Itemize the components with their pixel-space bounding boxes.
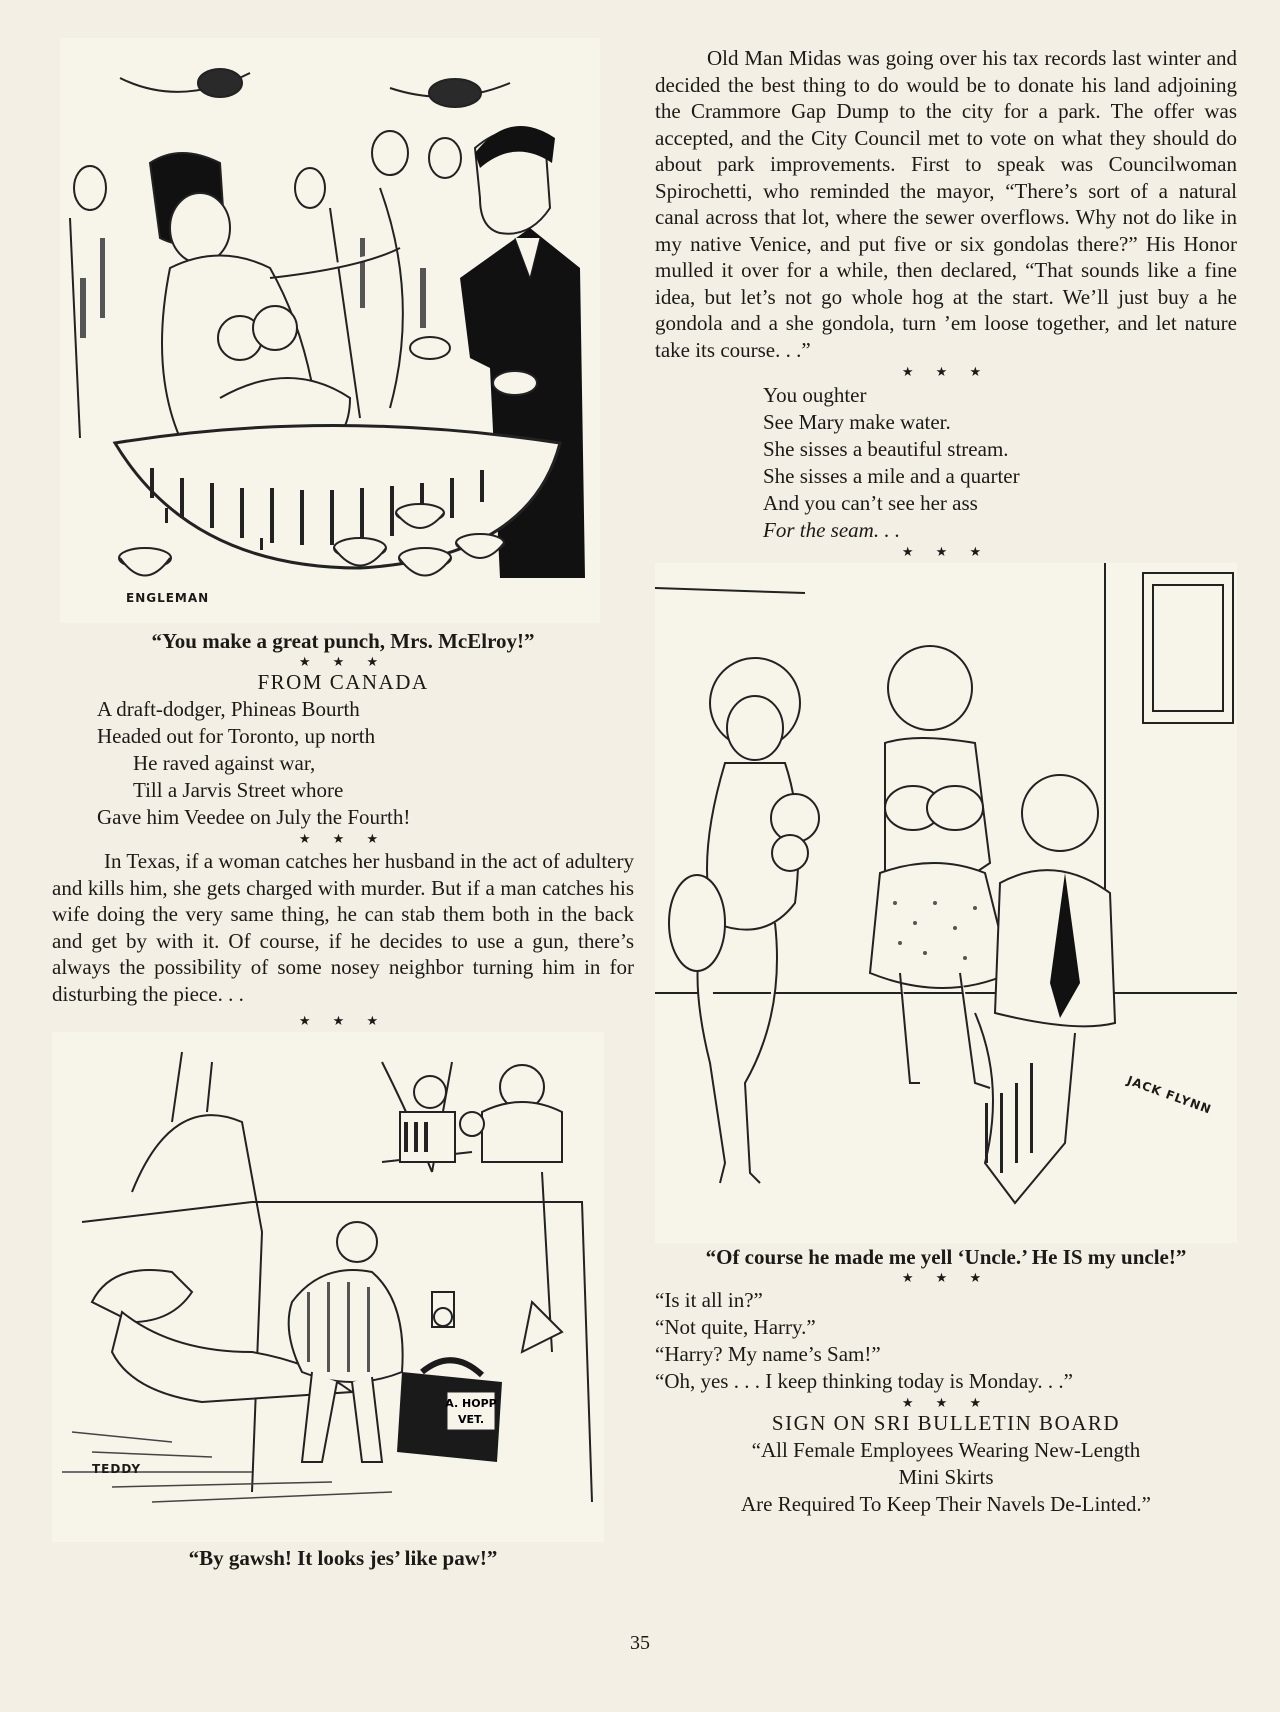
limerick-line: Till a Jarvis Street whore — [133, 778, 344, 803]
sign-text — [655, 1437, 1237, 1518]
limerick-line: He raved against war, — [133, 751, 316, 776]
canada-heading: FROM CANADA — [257, 670, 429, 695]
bag-label-line2: VET. — [457, 1413, 485, 1427]
dialog-line: “Not quite, Harry.” — [655, 1315, 816, 1340]
section-divider: ★ ★ ★ — [901, 1396, 991, 1412]
limerick-line: Gave him Veedee on July the Fourth! — [97, 805, 411, 830]
section-divider: ★ ★ ★ — [901, 1271, 991, 1287]
uncle-cartoon-caption: “Of course he made me yell ‘Uncle.’ He IS my uncle!” — [705, 1245, 1187, 1269]
section-divider: ★ ★ ★ — [901, 365, 991, 380]
right-column — [655, 45, 1237, 1518]
cartoonist-signature: TEDDY — [92, 1462, 142, 1477]
dialog-line: “Oh, yes . . . I keep thinking today is Monday. . .” — [655, 1369, 1073, 1394]
sign-line: Are Required To Keep Their Navels De-Linted.” — [740, 1492, 1152, 1517]
uncle-illustration — [655, 563, 1237, 1243]
dialog-line: “Harry? My name’s Sam!” — [655, 1342, 881, 1367]
left-column — [52, 38, 634, 1571]
punch-bowl-cartoon — [60, 38, 600, 623]
section-divider: ★ ★ ★ — [298, 655, 388, 671]
vet-cartoon — [52, 1032, 604, 1542]
dialog-line: “Is it all in?” — [655, 1288, 763, 1313]
poem-line: She sisses a beautiful stream. — [763, 437, 1009, 461]
midas-joke: Old Man Midas was going over his tax records last winter and decided the best thing to do would be to donate his land adjoining the Crammore Gap Dump to the city for a park. The offer was accepted, and the City Council met to vote on what they should do about park improvements. First to speak was Councilwoman Spirochetti, who reminded the mayor, “There’s sort of a natural canal across that lot, where the sewer overflows. Why not do like in my native Venice, and put five or six gondolas there?” His Honor mulled it over for a while, then declared, “That sounds like a fine idea, but let’s not go whole hog at the start. We’ll just buy a he gondola and a she gondola, turn ’em loose together, and let nature take its course. . .” — [655, 46, 1237, 362]
poem-line: And you can’t see her ass — [763, 491, 978, 515]
punch-bowl-illustration — [60, 38, 600, 623]
sign-line: “All Female Employees Wearing New-Length — [751, 1438, 1141, 1463]
uncle-cartoon — [655, 563, 1237, 1243]
vet-cartoon-caption: “By gawsh! It looks jes’ like paw!” — [188, 1546, 498, 1571]
section-divider: ★ ★ ★ — [298, 1014, 388, 1030]
poem-line: See Mary make water. — [763, 410, 951, 434]
sign-line: Mini Skirts — [898, 1465, 994, 1490]
poem-line: She sisses a mile and a quarter — [763, 464, 1020, 488]
poem-line: You oughter — [763, 383, 867, 407]
punch-cartoon-caption: “You make a great punch, Mrs. McElroy!” — [151, 629, 535, 653]
cartoonist-signature: ENGLEMAN — [126, 591, 210, 605]
section-divider: ★ ★ ★ — [298, 832, 388, 848]
mary-poem — [763, 382, 1237, 544]
poem-line: For the seam. . . — [763, 518, 901, 542]
limerick-line: Headed out for Toronto, up north — [97, 724, 376, 749]
sign-heading: SIGN ON SRI BULLETIN BOARD — [771, 1411, 1121, 1436]
limerick-line: A draft-dodger, Phineas Bourth — [97, 697, 360, 722]
section-divider: ★ ★ ★ — [901, 545, 991, 560]
page-number: 35 — [630, 1632, 650, 1654]
harry-dialog — [655, 1287, 1237, 1395]
cartoonist-signature: JACK FLYNN — [1125, 1073, 1214, 1117]
bag-label-line1: A. HOPP — [445, 1397, 497, 1411]
texas-joke: In Texas, if a woman catches her husband in the act of adultery and kills him, she gets charged with murder. But if a man catches his wife doing the very same thing, he can stab them both in the back and get by with it. Of course, if he decides to use a gun, there’s always the possibility of some nosey neighbor turning him in for disturbing the piece. . . — [52, 849, 634, 1006]
canada-limerick — [97, 696, 634, 831]
